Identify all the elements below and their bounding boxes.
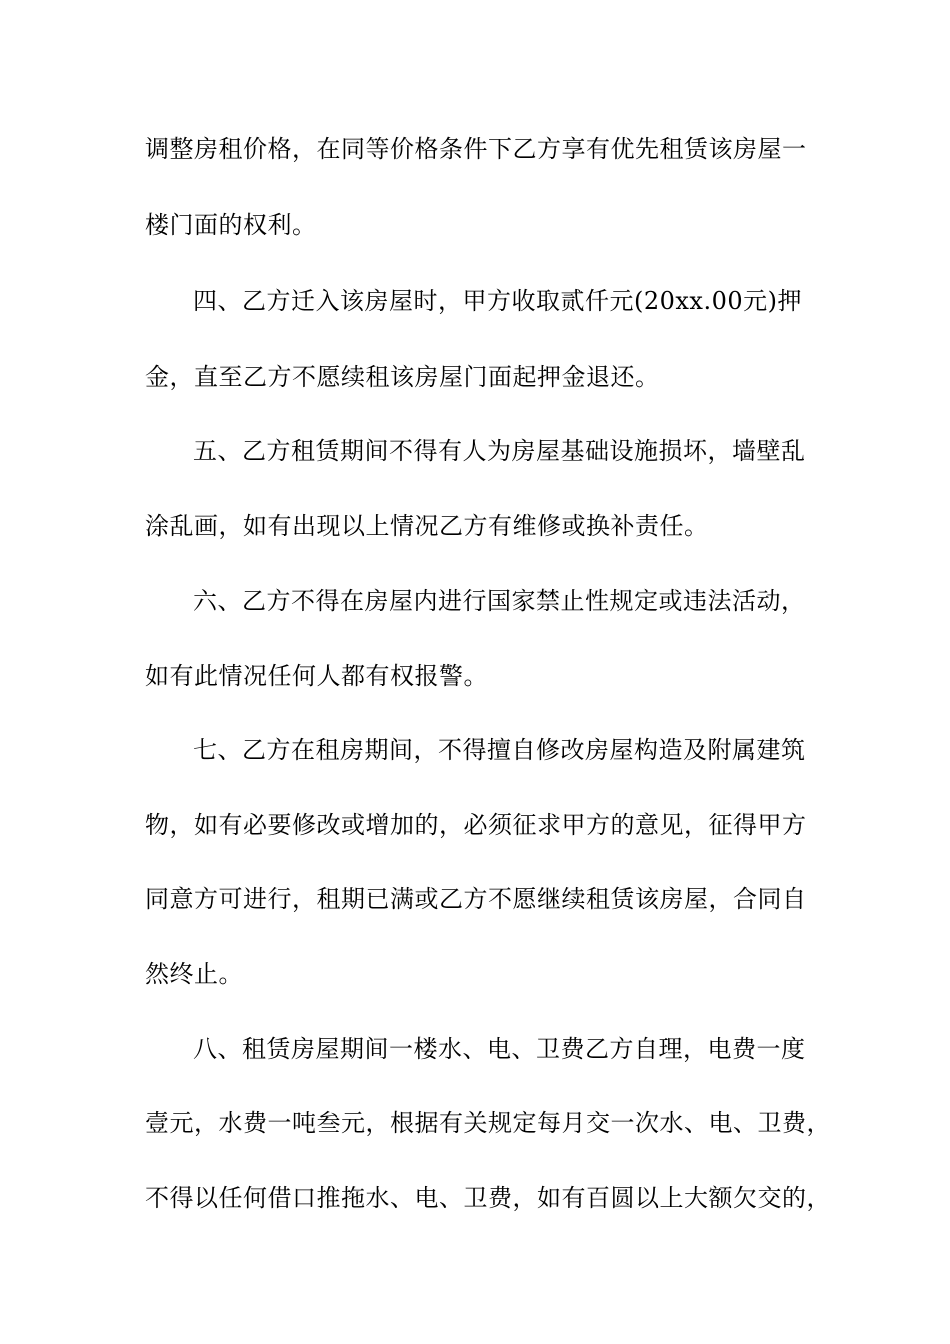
text-line: 同意方可进行，租期已满或乙方不愿继续租赁该房屋，合同自 <box>145 885 807 913</box>
paragraph-start-line: 八、租赁房屋期间一楼水、电、卫费乙方自理，电费一度 <box>193 1035 806 1063</box>
text-line: 物，如有必要修改或增加的，必须征求甲方的意见，征得甲方 <box>145 811 807 839</box>
text-line: 不得以任何借口推拖水、电、卫费，如有百圆以上大额欠交的， <box>145 1184 831 1212</box>
text-line: 然终止。 <box>145 960 243 988</box>
paragraph-start-line: 七、乙方在租房期间，不得擅自修改房屋构造及附属建筑 <box>193 736 806 764</box>
text-line: 壹元，水费一吨叁元，根据有关规定每月交一次水、电、卫费， <box>145 1109 831 1137</box>
text-line: 金，直至乙方不愿续租该房屋门面起押金退还。 <box>145 363 660 391</box>
paragraph-start-line: 五、乙方租赁期间不得有人为房屋基础设施损坏，墙壁乱 <box>193 437 806 465</box>
text-line: 调整房租价格，在同等价格条件下乙方享有优先租赁该房屋一 <box>145 135 807 163</box>
text-line: 如有此情况任何人都有权报警。 <box>145 662 488 690</box>
paragraph-start-line: 六、乙方不得在房屋内进行国家禁止性规定或违法活动， <box>193 587 806 615</box>
text-line: 楼门面的权利。 <box>145 211 317 239</box>
text-line: 涂乱画，如有出现以上情况乙方有维修或换补责任。 <box>145 512 709 540</box>
paragraph-start-line: 四、乙方迁入该房屋时，甲方收取贰仟元(20xx.00元)押 <box>193 287 803 315</box>
